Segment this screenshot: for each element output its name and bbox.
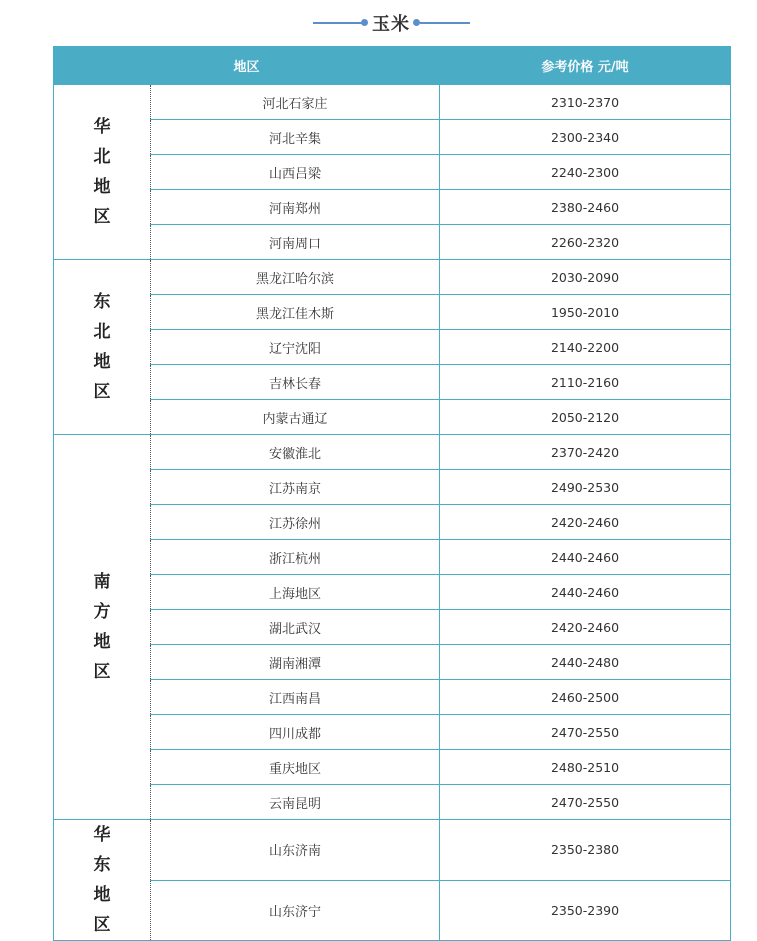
price-cell: 2480-2510 <box>440 750 731 785</box>
price-cell: 2110-2160 <box>440 365 731 400</box>
city-cell: 浙江杭州 <box>151 540 440 575</box>
price-cell: 2260-2320 <box>440 225 731 260</box>
title-divider-left <box>313 22 363 24</box>
city-cell: 江苏徐州 <box>151 505 440 540</box>
city-cell: 江西南昌 <box>151 680 440 715</box>
table-row <box>54 330 731 365</box>
price-cell: 2490-2530 <box>440 470 731 505</box>
table-row <box>54 645 731 680</box>
city-cell: 山东济宁 <box>151 880 440 941</box>
city-cell: 黑龙江佳木斯 <box>151 295 440 330</box>
city-cell: 河南周口 <box>151 225 440 260</box>
city-cell: 河南郑州 <box>151 190 440 225</box>
title-divider-right <box>420 22 470 24</box>
table-row <box>54 750 731 785</box>
price-cell: 2350-2390 <box>440 880 731 941</box>
table-row <box>54 680 731 715</box>
city-cell: 湖南湘潭 <box>151 645 440 680</box>
price-cell: 2370-2420 <box>440 435 731 470</box>
column-header-region: 地区 <box>54 47 440 85</box>
table-row <box>54 85 731 120</box>
city-cell: 上海地区 <box>151 575 440 610</box>
price-cell: 2470-2550 <box>440 715 731 750</box>
city-cell: 山西吕梁 <box>151 155 440 190</box>
region-group-cell <box>54 85 151 260</box>
city-cell: 湖北武汉 <box>151 610 440 645</box>
price-cell: 2380-2460 <box>440 190 731 225</box>
price-cell: 2460-2500 <box>440 680 731 715</box>
table-row <box>54 435 731 470</box>
city-cell: 四川成都 <box>151 715 440 750</box>
price-cell: 2440-2460 <box>440 575 731 610</box>
city-cell: 山东济南 <box>151 820 440 881</box>
table-header-row <box>54 47 731 85</box>
price-cell: 2420-2460 <box>440 505 731 540</box>
city-cell: 安徽淮北 <box>151 435 440 470</box>
table-row <box>54 225 731 260</box>
price-cell: 2350-2380 <box>440 820 731 881</box>
table-row <box>54 610 731 645</box>
city-cell: 黑龙江哈尔滨 <box>151 260 440 295</box>
table-row <box>54 295 731 330</box>
page-title: 玉米 <box>372 14 410 35</box>
city-cell: 河北辛集 <box>151 120 440 155</box>
table-row <box>54 155 731 190</box>
city-cell: 河北石家庄 <box>151 85 440 120</box>
region-group-label: 华东地区 <box>93 825 111 935</box>
price-cell: 2240-2300 <box>440 155 731 190</box>
city-cell: 重庆地区 <box>151 750 440 785</box>
price-cell: 2140-2200 <box>440 330 731 365</box>
table-row <box>54 505 731 540</box>
table-row <box>54 400 731 435</box>
table-row <box>54 715 731 750</box>
table-row <box>54 260 731 295</box>
table-row <box>54 120 731 155</box>
region-group-cell <box>54 260 151 435</box>
region-group-cell <box>54 820 151 941</box>
title-dot-right <box>413 19 420 26</box>
price-cell: 2440-2460 <box>440 540 731 575</box>
price-cell: 2420-2460 <box>440 610 731 645</box>
section-title <box>0 10 757 38</box>
table-row <box>54 470 731 505</box>
table-row <box>54 365 731 400</box>
price-cell: 2300-2340 <box>440 120 731 155</box>
table-body <box>54 85 731 941</box>
table-row <box>54 190 731 225</box>
price-cell: 1950-2010 <box>440 295 731 330</box>
city-cell: 内蒙古通辽 <box>151 400 440 435</box>
region-group-cell <box>54 435 151 820</box>
table-row <box>54 785 731 820</box>
table-row <box>54 575 731 610</box>
city-cell: 江苏南京 <box>151 470 440 505</box>
city-cell: 云南昆明 <box>151 785 440 820</box>
price-cell: 2310-2370 <box>440 85 731 120</box>
price-cell: 2050-2120 <box>440 400 731 435</box>
city-cell: 吉林长春 <box>151 365 440 400</box>
price-cell: 2030-2090 <box>440 260 731 295</box>
table-row <box>54 820 731 881</box>
price-table <box>53 46 731 941</box>
region-group-label: 华北地区 <box>93 117 111 227</box>
city-cell: 辽宁沈阳 <box>151 330 440 365</box>
region-group-label: 东北地区 <box>93 292 111 402</box>
price-cell: 2440-2480 <box>440 645 731 680</box>
table-row <box>54 540 731 575</box>
region-group-label: 南方地区 <box>93 572 111 682</box>
table-row <box>54 880 731 941</box>
price-cell: 2470-2550 <box>440 785 731 820</box>
column-header-price: 参考价格 元/吨 <box>440 47 731 85</box>
